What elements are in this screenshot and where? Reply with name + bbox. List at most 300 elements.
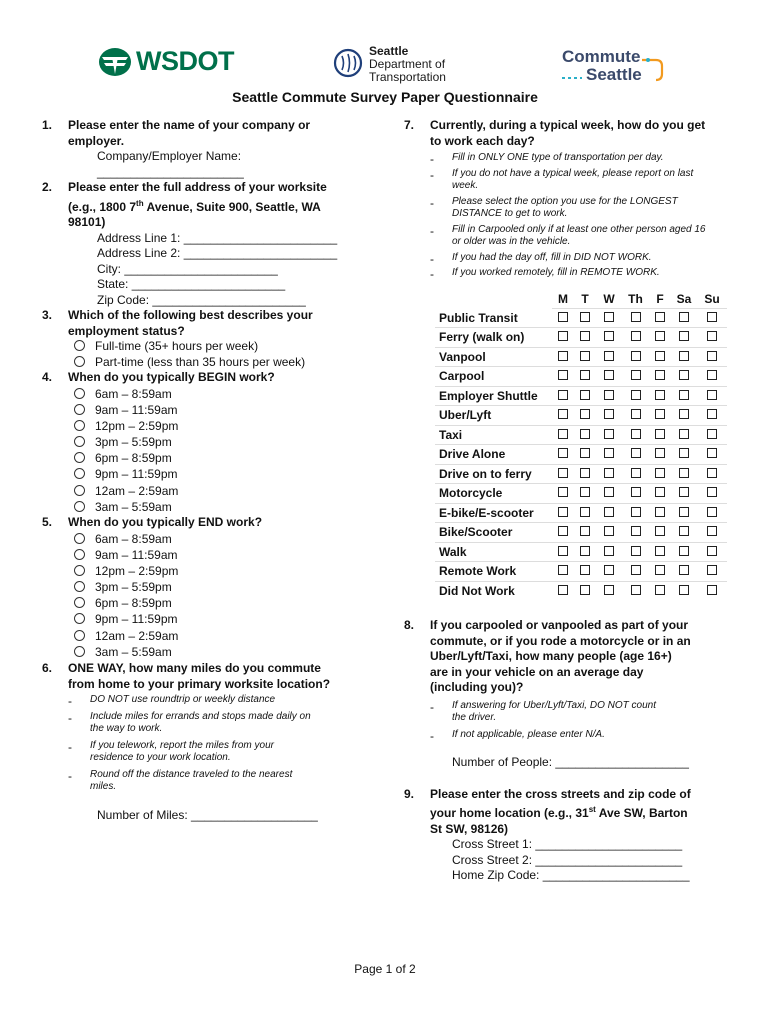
- sdot-line-2: Department of: [369, 57, 446, 71]
- checkbox-icon[interactable]: [558, 312, 568, 322]
- checkbox-icon[interactable]: [655, 565, 665, 575]
- q8-text-5: (including you)?: [430, 680, 524, 694]
- checkbox-icon[interactable]: [679, 487, 689, 497]
- commute-path-icon: [562, 48, 672, 86]
- q8-text-1: If you carpooled or vanpooled as part of your: [430, 618, 689, 632]
- mode-day-cell: [622, 328, 649, 348]
- checkbox-icon[interactable]: [558, 468, 568, 478]
- checkbox-icon[interactable]: [580, 312, 590, 322]
- end-option[interactable]: 9pm – 11:59pm: [68, 611, 362, 627]
- q1-text-1: Please enter the name of your company or: [68, 118, 311, 132]
- checkbox-icon[interactable]: [707, 507, 717, 517]
- checkbox-icon[interactable]: [580, 331, 590, 341]
- mode-day-cell: [622, 347, 649, 367]
- q2-text-2: [68, 196, 362, 216]
- number-of-miles-field[interactable]: Number of Miles: ___________________: [97, 807, 318, 822]
- mode-row: [435, 503, 727, 523]
- commute-wordmark: Commute: [562, 47, 641, 66]
- checkbox-icon[interactable]: [604, 370, 614, 380]
- checkbox-icon[interactable]: [679, 409, 689, 419]
- mode-day-cell: [552, 425, 574, 445]
- checkbox-icon[interactable]: [679, 585, 689, 595]
- mode-day-cell: [697, 406, 727, 426]
- radio-icon[interactable]: [74, 485, 85, 496]
- checkbox-icon[interactable]: [604, 351, 614, 361]
- mode-day-cell: [649, 308, 671, 328]
- left-column: [42, 118, 362, 823]
- mode-day-cell: [671, 542, 697, 562]
- radio-icon[interactable]: [74, 452, 85, 463]
- checkbox-icon[interactable]: [558, 370, 568, 380]
- checkbox-icon[interactable]: [631, 526, 641, 536]
- day-header: W: [603, 291, 615, 306]
- mode-day-cell: [622, 406, 649, 426]
- mode-day-cell: [697, 581, 727, 600]
- mode-day-cell: [552, 367, 574, 387]
- sdot-line-1: Seattle: [369, 44, 409, 58]
- mode-day-cell: [552, 308, 574, 328]
- mode-day-cell: [622, 562, 649, 582]
- checkbox-icon[interactable]: [580, 585, 590, 595]
- day-header: Sa: [676, 291, 692, 306]
- mode-day-cell: [574, 523, 596, 543]
- checkbox-icon[interactable]: [558, 409, 568, 419]
- mode-day-cell: [574, 406, 596, 426]
- checkbox-icon[interactable]: [604, 585, 614, 595]
- checkbox-icon[interactable]: [655, 507, 665, 517]
- mode-label: Drive Alone: [435, 445, 552, 465]
- mode-day-cell: [697, 347, 727, 367]
- mode-day-cell: [596, 367, 622, 387]
- mode-day-cell: [622, 425, 649, 445]
- checkbox-icon[interactable]: [679, 331, 689, 341]
- radio-icon[interactable]: [74, 565, 85, 576]
- checkbox-icon[interactable]: [655, 487, 665, 497]
- home-zip-code-field[interactable]: Home Zip Code: ______________________: [452, 868, 690, 882]
- checkbox-icon[interactable]: [558, 585, 568, 595]
- checkbox-icon[interactable]: [580, 390, 590, 400]
- mode-day-cell: [697, 464, 727, 484]
- checkbox-icon[interactable]: [580, 351, 590, 361]
- mode-day-cell: [697, 328, 727, 348]
- employment-option-part-time[interactable]: Part-time (less than 35 hours per week): [68, 355, 362, 371]
- checkbox-icon[interactable]: [631, 546, 641, 556]
- checkbox-icon[interactable]: [707, 331, 717, 341]
- checkbox-icon[interactable]: [558, 565, 568, 575]
- checkbox-icon[interactable]: [707, 546, 717, 556]
- mode-day-cell: [596, 523, 622, 543]
- mode-label: Taxi: [435, 425, 552, 445]
- mode-label: Bike/Scooter: [435, 523, 552, 543]
- radio-icon[interactable]: [74, 420, 85, 431]
- address-line-1-field[interactable]: Address Line 1: _______________________: [97, 230, 338, 245]
- mode-day-cell: [622, 523, 649, 543]
- checkbox-icon[interactable]: [679, 351, 689, 361]
- mode-day-cell: [622, 503, 649, 523]
- q9-number: 9.: [404, 786, 415, 801]
- begin-option[interactable]: 9pm – 11:59pm: [68, 466, 362, 482]
- checkbox-icon[interactable]: [707, 390, 717, 400]
- q5-number: 5.: [42, 515, 53, 529]
- begin-option[interactable]: 12pm – 2:59pm: [68, 418, 362, 434]
- cross-street-1-field[interactable]: Cross Street 1: ______________________: [452, 837, 683, 851]
- mode-row: [435, 464, 727, 484]
- radio-icon[interactable]: [74, 646, 85, 657]
- checkbox-icon[interactable]: [679, 546, 689, 556]
- mode-day-cell: [596, 562, 622, 582]
- radio-icon[interactable]: [74, 581, 85, 592]
- checkbox-icon[interactable]: [631, 331, 641, 341]
- checkbox-icon[interactable]: [558, 331, 568, 341]
- begin-option[interactable]: 6am – 8:59am: [68, 386, 362, 402]
- radio-icon[interactable]: [74, 613, 85, 624]
- mode-day-cell: [552, 503, 574, 523]
- q7-number: 7.: [404, 118, 415, 132]
- mode-label: Remote Work: [435, 562, 552, 582]
- mode-day-cell: [697, 503, 727, 523]
- mode-day-cell: [622, 308, 649, 328]
- q6-number: 6.: [42, 661, 53, 675]
- mode-day-cell: [574, 542, 596, 562]
- page-title: Seattle Commute Survey Paper Questionnaire: [232, 89, 538, 105]
- page-number: Page 1 of 2: [354, 962, 416, 976]
- question-7: [404, 118, 734, 280]
- mode-day-cell: [552, 347, 574, 367]
- mode-row: [435, 386, 727, 406]
- checkbox-icon[interactable]: [631, 409, 641, 419]
- mode-day-cell: [596, 581, 622, 600]
- question-4: [42, 370, 362, 515]
- mode-day-cell: [697, 562, 727, 582]
- cross-street-2-field[interactable]: Cross Street 2: ______________________: [452, 852, 683, 867]
- checkbox-icon[interactable]: [604, 448, 614, 458]
- q8-text-3: Uber/Lyft/Taxi, how many people (age 16+): [430, 649, 672, 663]
- checkbox-icon[interactable]: [655, 546, 665, 556]
- mode-day-cell: [697, 386, 727, 406]
- checkbox-icon[interactable]: [580, 546, 590, 556]
- begin-option[interactable]: 12am – 2:59am: [68, 483, 362, 499]
- checkbox-icon[interactable]: [580, 468, 590, 478]
- mode-row: [435, 425, 727, 445]
- checkbox-icon[interactable]: [679, 565, 689, 575]
- mode-day-cell: [671, 347, 697, 367]
- checkbox-icon[interactable]: [604, 526, 614, 536]
- checkbox-icon[interactable]: [558, 429, 568, 439]
- begin-option[interactable]: 3pm – 5:59pm: [68, 434, 362, 450]
- mode-day-cell: [671, 581, 697, 600]
- checkbox-icon[interactable]: [580, 429, 590, 439]
- checkbox-icon[interactable]: [655, 351, 665, 361]
- radio-icon[interactable]: [74, 501, 85, 512]
- mode-day-cell: [574, 445, 596, 465]
- mode-day-cell: [649, 562, 671, 582]
- q6-bullet: - DO NOT use roundtrip or weekly distance: [68, 694, 276, 708]
- checkbox-icon[interactable]: [558, 351, 568, 361]
- checkbox-icon[interactable]: [679, 468, 689, 478]
- checkbox-icon[interactable]: [558, 507, 568, 517]
- checkbox-icon[interactable]: [604, 409, 614, 419]
- checkbox-icon[interactable]: [604, 429, 614, 439]
- commute-mode-grid: [435, 290, 727, 601]
- mode-day-cell: [552, 581, 574, 600]
- mode-row: [435, 484, 727, 504]
- checkbox-icon[interactable]: [707, 429, 717, 439]
- employment-option-full-time[interactable]: Full-time (35+ hours per week): [68, 339, 362, 355]
- address-line-2-field[interactable]: Address Line 2: _______________________: [97, 246, 338, 260]
- q1-text-2: employer.: [68, 133, 125, 148]
- mode-row: [435, 347, 727, 367]
- checkbox-icon[interactable]: [558, 448, 568, 458]
- sdot-line-3: Transportation: [369, 70, 446, 84]
- checkbox-icon[interactable]: [655, 409, 665, 419]
- mode-row: [435, 562, 727, 582]
- end-option[interactable]: 12pm – 2:59pm: [68, 563, 362, 579]
- q2-text-2a: (e.g., 1800 7: [68, 199, 137, 214]
- checkbox-icon[interactable]: [604, 565, 614, 575]
- radio-icon[interactable]: [74, 356, 85, 367]
- checkbox-icon[interactable]: [707, 409, 717, 419]
- mode-day-cell: [649, 445, 671, 465]
- checkbox-icon[interactable]: [707, 370, 717, 380]
- checkbox-icon[interactable]: [679, 429, 689, 439]
- mode-row: [435, 406, 727, 426]
- mode-label: Ferry (walk on): [435, 328, 552, 348]
- q3-number: 3.: [42, 308, 53, 322]
- checkbox-icon[interactable]: [679, 448, 689, 458]
- checkbox-icon[interactable]: [655, 526, 665, 536]
- mode-day-cell: [697, 308, 727, 328]
- checkbox-icon[interactable]: [679, 507, 689, 517]
- begin-option[interactable]: 3am – 5:59am: [68, 499, 362, 515]
- radio-icon[interactable]: [74, 404, 85, 415]
- checkbox-icon[interactable]: [679, 370, 689, 380]
- mode-day-cell: [649, 386, 671, 406]
- q8-text-4: are in your vehicle on an average day: [430, 664, 644, 679]
- begin-option[interactable]: 6pm – 8:59pm: [68, 450, 362, 466]
- checkbox-icon[interactable]: [580, 487, 590, 497]
- q7-bullet: - Please select the option you use for the LONGEST DISTANCE to get to work.: [430, 195, 678, 219]
- radio-icon[interactable]: [74, 630, 85, 641]
- q6-bullet: - Round off the distance traveled to the nearest miles.: [68, 768, 293, 792]
- q2-sup: th: [136, 198, 144, 208]
- seattle-seal-icon: [333, 45, 363, 81]
- checkbox-icon[interactable]: [580, 370, 590, 380]
- checkbox-icon[interactable]: [707, 565, 717, 575]
- q8-number: 8.: [404, 618, 415, 632]
- checkbox-icon[interactable]: [631, 312, 641, 322]
- day-header: M: [558, 291, 568, 306]
- wsdot-emblem-icon: [98, 47, 132, 77]
- q4-number: 4.: [42, 370, 53, 384]
- mode-row: [435, 328, 727, 348]
- checkbox-icon[interactable]: [558, 526, 568, 536]
- mode-day-cell: [622, 367, 649, 387]
- checkbox-icon[interactable]: [707, 312, 717, 322]
- q3-text-1: Which of the following best describes your: [68, 308, 313, 322]
- mode-day-cell: [596, 328, 622, 348]
- end-option[interactable]: 3am – 5:59am: [68, 644, 362, 660]
- mode-day-cell: [552, 406, 574, 426]
- mode-day-cell: [671, 503, 697, 523]
- checkbox-icon[interactable]: [604, 546, 614, 556]
- q7-bullet: - Fill in ONLY ONE type of transportation per day.: [430, 152, 664, 166]
- q7-text-2: to work each day?: [430, 133, 535, 148]
- checkbox-icon[interactable]: [655, 468, 665, 478]
- radio-icon[interactable]: [74, 436, 85, 447]
- question-1: [42, 118, 362, 180]
- q6-text-1: ONE WAY, how many miles do you commute: [68, 661, 321, 675]
- question-9: [404, 787, 734, 884]
- question-8: [404, 618, 734, 771]
- seattle-wordmark: Seattle: [586, 65, 642, 84]
- checkbox-icon[interactable]: [655, 585, 665, 595]
- q7-bullet: - If you had the day off, fill in DID NOT WORK.: [430, 251, 652, 266]
- zip-code-field[interactable]: Zip Code: _______________________: [97, 292, 306, 307]
- q2-text-1: Please enter the full address of your worksite: [68, 180, 327, 194]
- checkbox-icon[interactable]: [631, 507, 641, 517]
- mode-day-cell: [596, 406, 622, 426]
- checkbox-icon[interactable]: [631, 585, 641, 595]
- mode-day-cell: [671, 328, 697, 348]
- mode-day-cell: [574, 484, 596, 504]
- checkbox-icon[interactable]: [631, 468, 641, 478]
- mode-day-cell: [596, 308, 622, 328]
- mode-label: Carpool: [435, 367, 552, 387]
- begin-option[interactable]: 9am – 11:59am: [68, 402, 362, 418]
- mode-day-cell: [649, 523, 671, 543]
- state-field[interactable]: State: _______________________: [97, 277, 286, 291]
- wsdot-wordmark: WSDOT: [136, 46, 234, 76]
- checkbox-icon[interactable]: [655, 390, 665, 400]
- day-header: Th: [628, 291, 643, 306]
- mode-day-cell: [574, 425, 596, 445]
- end-option[interactable]: 6am – 8:59am: [68, 531, 362, 547]
- day-header: T: [581, 291, 589, 306]
- radio-icon[interactable]: [74, 468, 85, 479]
- checkbox-icon[interactable]: [655, 448, 665, 458]
- mode-day-cell: [552, 523, 574, 543]
- checkbox-icon[interactable]: [631, 351, 641, 361]
- day-header: F: [656, 291, 664, 306]
- mode-day-cell: [649, 367, 671, 387]
- end-option[interactable]: 6pm – 8:59pm: [68, 595, 362, 611]
- checkbox-icon[interactable]: [604, 468, 614, 478]
- checkbox-icon[interactable]: [558, 546, 568, 556]
- mode-day-cell: [649, 581, 671, 600]
- q7-bullet: - If you worked remotely, fill in REMOTE WORK.: [430, 267, 660, 281]
- radio-icon[interactable]: [74, 340, 85, 351]
- q3-text-2: employment status?: [68, 323, 185, 338]
- q6-text-2: from home to your primary worksite location?: [68, 676, 331, 691]
- mode-day-cell: [552, 445, 574, 465]
- mode-day-cell: [596, 386, 622, 406]
- radio-icon[interactable]: [74, 549, 85, 560]
- mode-day-cell: [697, 367, 727, 387]
- mode-day-cell: [649, 328, 671, 348]
- mode-label: E-bike/E-scooter: [435, 503, 552, 523]
- radio-icon[interactable]: [74, 533, 85, 544]
- checkbox-icon[interactable]: [655, 370, 665, 380]
- checkbox-icon[interactable]: [679, 390, 689, 400]
- checkbox-icon[interactable]: [631, 487, 641, 497]
- checkbox-icon[interactable]: [580, 565, 590, 575]
- checkbox-icon[interactable]: [631, 370, 641, 380]
- end-option[interactable]: 12am – 2:59am: [68, 628, 362, 644]
- mode-day-cell: [622, 542, 649, 562]
- checkbox-icon[interactable]: [655, 429, 665, 439]
- mode-day-cell: [574, 581, 596, 600]
- checkbox-icon[interactable]: [707, 468, 717, 478]
- mode-day-cell: [697, 445, 727, 465]
- mode-label: Uber/Lyft: [435, 406, 552, 426]
- mode-day-cell: [574, 367, 596, 387]
- q8-text-2: commute, or if you rode a motorcycle or in an: [430, 633, 691, 648]
- checkbox-icon[interactable]: [631, 429, 641, 439]
- mode-day-cell: [574, 347, 596, 367]
- question-3: [42, 308, 362, 370]
- checkbox-icon[interactable]: [707, 448, 717, 458]
- checkbox-icon[interactable]: [631, 565, 641, 575]
- mode-row: [435, 542, 727, 562]
- checkbox-icon[interactable]: [655, 312, 665, 322]
- checkbox-icon[interactable]: [631, 448, 641, 458]
- checkbox-icon[interactable]: [580, 448, 590, 458]
- checkbox-icon[interactable]: [631, 390, 641, 400]
- company-name-field[interactable]: ______________________: [97, 164, 244, 179]
- mode-day-cell: [671, 425, 697, 445]
- checkbox-icon[interactable]: [580, 409, 590, 419]
- mode-row: [435, 367, 727, 387]
- checkbox-icon[interactable]: [580, 507, 590, 517]
- mode-row: [435, 581, 727, 600]
- end-option[interactable]: 3pm – 5:59pm: [68, 579, 362, 595]
- mode-day-cell: [574, 562, 596, 582]
- mode-day-cell: [596, 464, 622, 484]
- checkbox-icon[interactable]: [679, 526, 689, 536]
- mode-day-cell: [574, 386, 596, 406]
- mode-day-cell: [596, 425, 622, 445]
- radio-icon[interactable]: [74, 388, 85, 399]
- mode-row: [435, 523, 727, 543]
- checkbox-icon[interactable]: [580, 526, 590, 536]
- checkbox-icon[interactable]: [558, 390, 568, 400]
- mode-day-cell: [574, 503, 596, 523]
- mode-day-cell: [671, 386, 697, 406]
- mode-day-cell: [649, 484, 671, 504]
- checkbox-icon[interactable]: [604, 312, 614, 322]
- radio-icon[interactable]: [74, 597, 85, 608]
- checkbox-icon[interactable]: [707, 585, 717, 595]
- checkbox-icon[interactable]: [707, 526, 717, 536]
- checkbox-icon[interactable]: [604, 507, 614, 517]
- mode-day-cell: [649, 503, 671, 523]
- checkbox-icon[interactable]: [604, 390, 614, 400]
- checkbox-icon[interactable]: [707, 351, 717, 361]
- checkbox-icon[interactable]: [655, 331, 665, 341]
- end-option[interactable]: 9am – 11:59am: [68, 547, 362, 563]
- checkbox-icon[interactable]: [558, 487, 568, 497]
- checkbox-icon[interactable]: [707, 487, 717, 497]
- checkbox-icon[interactable]: [604, 331, 614, 341]
- checkbox-icon[interactable]: [604, 487, 614, 497]
- mode-label: Drive on to ferry: [435, 464, 552, 484]
- number-of-people-field[interactable]: Number of People: ____________________: [452, 755, 689, 769]
- mode-day-cell: [671, 406, 697, 426]
- city-field[interactable]: City: _______________________: [97, 261, 278, 276]
- mode-day-cell: [671, 562, 697, 582]
- mode-row: [435, 445, 727, 465]
- checkbox-icon[interactable]: [679, 312, 689, 322]
